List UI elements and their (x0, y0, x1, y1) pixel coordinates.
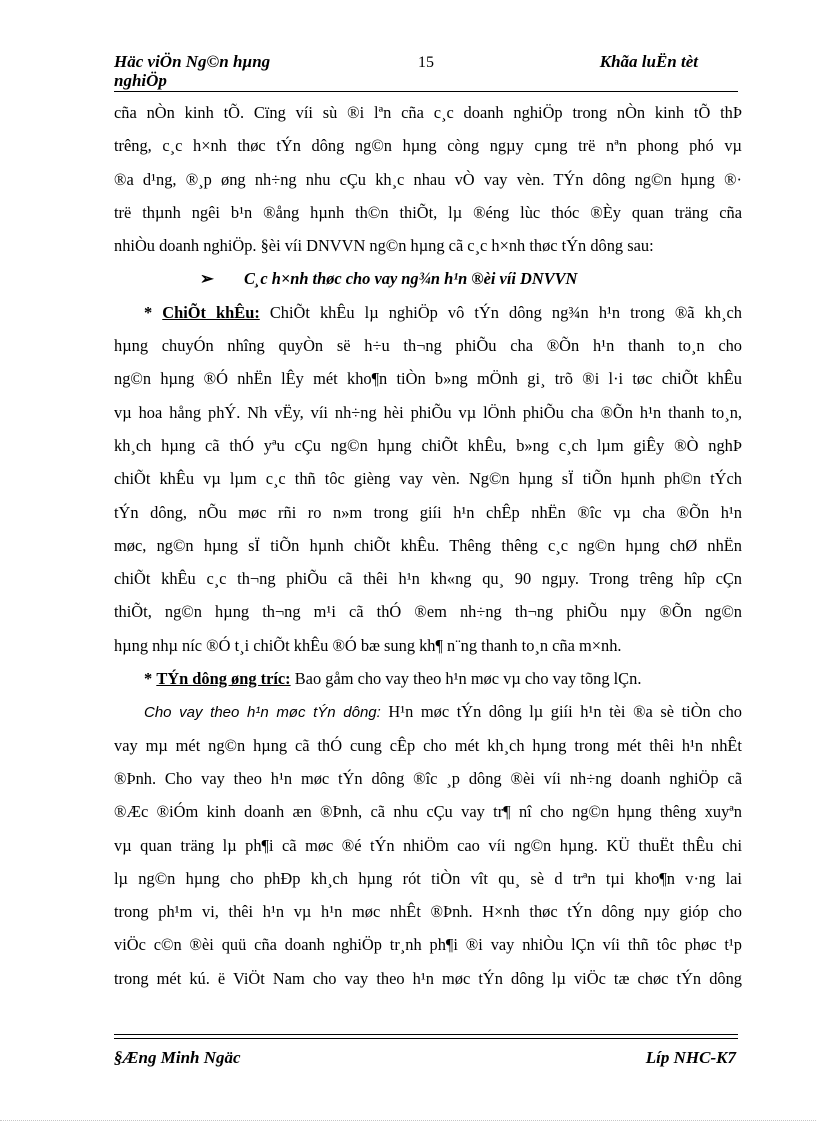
text-line: lµ ng©n hµng cho phÐp kh¸ch hµng rót tiÒn vît qu¸ sè d trªn tµi kho¶n v·ng lai (114, 868, 742, 888)
text-line: vµ hoa hång phÝ. Nh vËy, víi nh÷ng hèi phiÕu vµ lÖnh phiÕu cha ®Õn h¹n thanh to¸n, (114, 402, 742, 422)
page-header (114, 52, 736, 94)
text-line: chiÕt khÊu vµ lµm c¸c thñ tôc gièng vay vèn. Ng©n hµng sÏ tiÕn hµnh ph©n tÝch (114, 469, 742, 489)
text-line: kh¸ch hµng cã thÓ yªu cÇu ng©n hµng chiÕt khÊu, b»ng c¸ch lµm giÊy ®Ò nghÞ (114, 435, 742, 455)
footer-divider-bottom (114, 1038, 738, 1039)
text-line: trêng, c¸c h×nh thøc tÝn dông ng©n hµng còng ngµy cµng trë nªn phong phó vµ (114, 136, 742, 156)
text-line: viÖc c©n ®èi quü cña doanh nghiÖp tr¸nh ph¶i ®i vay nhiÒu lÇn víi thñ tôc phøc t¹p (114, 935, 742, 955)
text-line: trë thµnh ngêi b¹n ®ång hµnh th©n thiÕt, lµ ®éng lùc thóc ®Èy quan träng cña (114, 202, 742, 222)
footer-author: §Æng Minh Ngäc (114, 1048, 241, 1067)
text-line: møc, ng©n hµng sÏ tiÕn hµnh chiÕt khÊu. Thêng thêng c¸c ng©n hµng chØ nhËn (114, 535, 742, 555)
text-line: hµng chuyÓn nhîng quyÒn së h÷u th¬ng phiÕu cha ®Õn h¹n thanh to¸n cho (114, 336, 742, 356)
text-line: tÝn dông, nÕu møc rñi ro n»m trong giíi h¹n chÊp nhËn ®îc vµ cha ®Õn h¹n (114, 502, 742, 522)
text-line: ®a d¹ng, ®¸p øng nh÷ng nhu cÇu kh¸c nhau vÒ vay vèn. TÝn dông ng©n hµng ®· (114, 169, 742, 189)
arrow-bullet-icon: ➢ (200, 269, 214, 289)
text-line: ®Þnh. Cho vay theo h¹n møc tÝn dông ®îc ¸p dông ®èi víi nh÷ng doanh nghiÖp cã (114, 768, 742, 788)
page-number: 15 (418, 54, 434, 71)
text-line: ®Æc ®iÓm kinh doanh æn ®Þnh, cã nhu cÇu vay tr¶ nî cho ng©n hµng thêng xuyªn (114, 802, 742, 822)
term-label: ChiÕt khÊu: (162, 302, 260, 322)
text-line: vµ quan träng lµ ph¶i cã møc ®é tÝn nhiÖm cao víi ng©n hµng. KÜ thuËt thÊu chi (114, 835, 742, 855)
intro-paragraph (114, 96, 742, 262)
text-line: hµng nhµ níc ®Ó t¸i chiÕt khÊu ®Ó bæ sung kh¶ n¨ng thanh to¸n cña m×nh. (114, 635, 622, 655)
text-line (114, 695, 742, 728)
term-text: ChiÕt khÊu lµ nghiÖp vô tÝn dông ng¾n h¹n trong ®ã kh¸ch (269, 302, 742, 322)
credit-limit-paragraph (114, 695, 742, 995)
bullet-star: * (144, 302, 153, 322)
text-line: nhiÒu doanh nghiÖp. §èi víi DNVVN ng©n hµng cã c¸c h×nh thøc tÝn dông sau: (114, 236, 654, 256)
header-institution (114, 52, 314, 90)
term-text: H¹n møc tÝn dông lµ giíi h¹n tèi ®a sè tiÒn cho (388, 702, 742, 722)
header-institution-name: Häc viÖn Ng©n hµng (114, 52, 271, 71)
bullet-star: * (144, 669, 153, 689)
page-edge-divider (0, 1120, 816, 1121)
term-text: Bao gåm cho vay theo h¹n møc vµ cho vay tõng lÇn. (294, 669, 642, 689)
discount-paragraph (114, 296, 742, 662)
text-line (114, 296, 742, 329)
footer-class: Líp NHC-K7 (645, 1048, 736, 1067)
term-label: TÝn dông øng tríc: (156, 669, 291, 689)
term-label-italic: Cho vay theo h¹n møc tÝn dông: (144, 704, 381, 722)
section-heading-text: C¸c h×nh thøc cho vay ng¾n h¹n ®èi víi DNVVN (244, 269, 578, 289)
header-institution-wrap: nghiÖp (114, 71, 167, 90)
document-body (114, 96, 742, 995)
footer-divider-top (114, 1034, 738, 1035)
text-line: ng©n hµng ®Ó nhËn lÊy mét kho¶n tiÒn b»ng mÖnh gi¸ trõ ®i l·i tøc chiÕt khÊu (114, 369, 742, 389)
text-line: thiÕt, ng©n hµng th¬ng m¹i cã thÓ ®em nh÷ng th¬ng phiÕu nµy ®Õn ng©n (114, 602, 742, 622)
section-heading (114, 262, 742, 295)
header-divider (114, 91, 738, 92)
text-line: vay mµ mét ng©n hµng cã thÓ cung cÊp cho mét kh¸ch hµng trong mét thêi h¹n nhÊt (114, 735, 742, 755)
text-line: trong mét kú. ë ViÖt Nam cho vay theo h¹n møc tÝn dông lµ viÖc tæ chøc tÝn dông (114, 968, 742, 988)
header-document-type: Khãa luËn tèt (599, 52, 698, 71)
text-line: chiÕt khÊu c¸c th¬ng phiÕu cã thêi h¹n kh«ng qu¸ 90 ngµy. Trong trêng hîp cÇn (114, 569, 742, 589)
text-line: cña nÒn kinh tÕ. Cïng víi sù ®i lªn cña c¸c doanh nghiÖp trong nÒn kinh tÕ thÞ (114, 103, 742, 122)
advance-credit-line (114, 662, 742, 695)
text-line: trong ph¹m vi, thêi h¹n vµ h¹n møc nhÊt ®Þnh. H×nh thøc tÝn dông nµy gióp cho (114, 902, 742, 922)
